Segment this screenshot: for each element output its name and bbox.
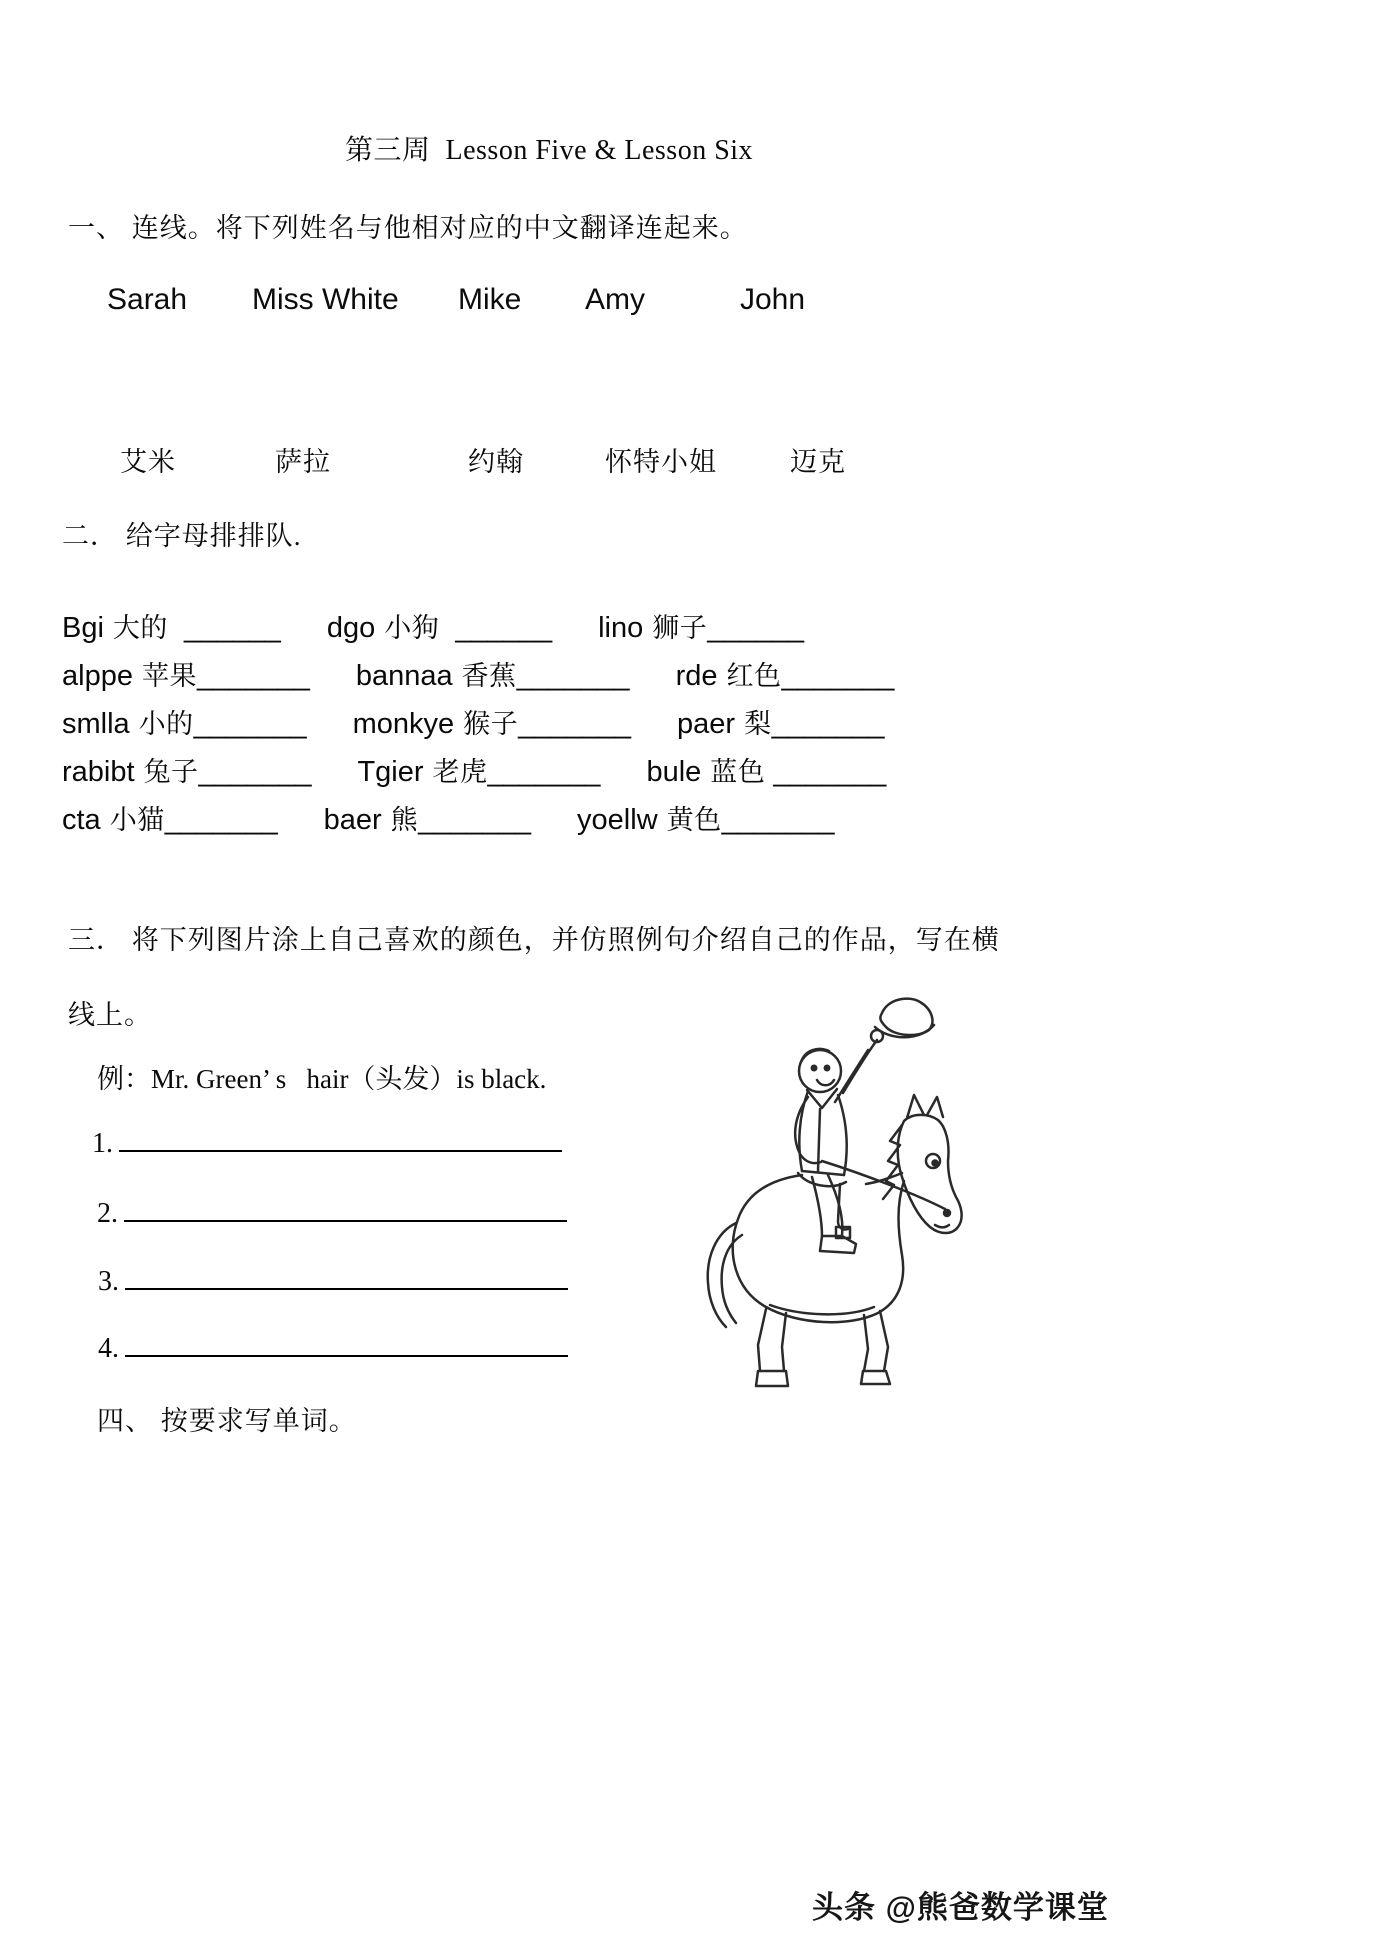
write-line-rule: [124, 1188, 567, 1222]
scramble-item: [62, 804, 278, 836]
scrambled-word: rde: [675, 660, 718, 692]
translation-sala: 萨拉: [275, 447, 331, 477]
name-miss-white: Miss White: [252, 283, 399, 316]
word-meaning: 红色: [726, 661, 782, 691]
scramble-item: [357, 756, 601, 788]
answer-blank: _______: [487, 756, 601, 788]
scramble-item: [62, 708, 307, 740]
word-meaning: 梨: [744, 709, 772, 739]
write-line-number: 1.: [92, 1128, 113, 1159]
watermark-footer: 头条 @熊爸数学课堂: [812, 1890, 1109, 1925]
word-meaning: 小狗: [384, 613, 440, 643]
scramble-item: [323, 804, 532, 836]
word-meaning: 狮子: [652, 613, 708, 643]
answer-blank: _______: [771, 708, 885, 740]
section3-heading-line2: 线上。: [68, 1000, 152, 1030]
answer-blank: ______: [167, 612, 281, 644]
name-john: John: [740, 283, 806, 316]
scramble-row: [62, 796, 1162, 844]
word-meaning: 蓝色: [710, 757, 766, 787]
scrambled-word: cta: [62, 804, 101, 836]
scramble-item: [326, 612, 553, 644]
scramble-item: [62, 612, 281, 644]
scramble-item: [677, 708, 885, 740]
names-row: [0, 283, 1375, 323]
word-meaning: 猴子: [463, 709, 519, 739]
scramble-item: [598, 612, 805, 644]
write-line-rule: [119, 1118, 562, 1152]
page-title: 第三周 Lesson Five & Lesson Six: [345, 135, 754, 166]
scrambled-word: monkye: [352, 708, 455, 740]
scramble-item: [62, 660, 310, 692]
scrambled-word: alppe: [62, 660, 133, 692]
section1-heading: 一、 连线。将下列姓名与他相对应的中文翻译连起来。: [68, 213, 748, 243]
scrambled-word: paer: [677, 708, 736, 740]
word-meaning: 苹果: [141, 661, 197, 691]
example-sentence: 例：Mr. Green’ s hair（头发）is black.: [97, 1064, 547, 1094]
answer-blank: _______: [193, 708, 307, 740]
write-line-3: [98, 1256, 568, 1298]
scrambled-word: bule: [646, 756, 702, 788]
word-meaning: 小猫: [109, 805, 165, 835]
scramble-row: [62, 604, 1162, 652]
translation-huaite: 怀特小姐: [605, 447, 717, 477]
translation-aimi: 艾米: [120, 447, 176, 477]
answer-blank: _______: [721, 804, 835, 836]
section2-heading: 二． 给字母排排队.: [62, 521, 302, 551]
scrambled-word: smlla: [62, 708, 130, 740]
translation-yuehan: 约翰: [468, 447, 524, 477]
answer-blank: _______: [164, 804, 278, 836]
name-amy: Amy: [585, 283, 645, 316]
word-meaning: 老虎: [432, 757, 488, 787]
answer-blank: _______: [198, 756, 312, 788]
answer-blank: _______: [765, 756, 887, 788]
scrambled-word: Tgier: [357, 756, 424, 788]
scramble-item: [352, 708, 632, 740]
scramble-row: [62, 700, 1162, 748]
word-meaning: 大的: [112, 613, 168, 643]
word-meaning: 香蕉: [461, 661, 517, 691]
write-line-number: 2.: [97, 1198, 118, 1229]
word-meaning: 黄色: [666, 805, 722, 835]
write-line-number: 4.: [98, 1333, 119, 1364]
write-line-1: [92, 1118, 562, 1160]
cowboy-horse-svg: [650, 975, 985, 1420]
word-meaning: 熊: [390, 805, 419, 835]
scramble-row: [62, 748, 1162, 796]
answer-blank: _______: [518, 708, 632, 740]
scrambled-word: dgo: [326, 612, 376, 644]
section4-heading: 四、 按要求写单词。: [97, 1406, 357, 1436]
scramble-item: [355, 660, 630, 692]
scramble-item: [675, 660, 895, 692]
answer-blank: _______: [781, 660, 895, 692]
section3-heading-line1: 三． 将下列图片涂上自己喜欢的颜色，并仿照例句介绍自己的作品，写在横: [68, 925, 1000, 955]
word-meaning: 小的: [138, 709, 194, 739]
write-line-number: 3.: [98, 1266, 119, 1297]
answer-blank: ______: [707, 612, 805, 644]
name-mike: Mike: [458, 283, 522, 316]
answer-blank: _______: [418, 804, 532, 836]
write-line-rule: [125, 1256, 568, 1290]
answer-blank: _______: [196, 660, 310, 692]
cowboy-horse-illustration: [650, 975, 985, 1420]
scramble-item: [646, 756, 887, 788]
answer-blank: _______: [516, 660, 630, 692]
scramble-item: [62, 756, 312, 788]
translations-row: [0, 440, 1375, 480]
write-line-2: [97, 1188, 567, 1230]
scrambled-word: bannaa: [355, 660, 453, 692]
scrambled-word: lino: [598, 612, 644, 644]
scrambled-word: Bgi: [62, 612, 104, 644]
scrambled-word: yoellw: [577, 804, 658, 836]
scrambled-word: rabibt: [62, 756, 135, 788]
scrambled-word: baer: [323, 804, 382, 836]
write-line-rule: [125, 1323, 568, 1357]
scramble-item: [577, 804, 835, 836]
word-meaning: 兔子: [143, 757, 199, 787]
write-line-4: [98, 1323, 568, 1365]
translation-maike: 迈克: [790, 447, 846, 477]
scramble-row: [62, 652, 1162, 700]
name-sarah: Sarah: [107, 283, 188, 316]
answer-blank: ______: [439, 612, 553, 644]
scramble-word-list: [62, 604, 1162, 844]
